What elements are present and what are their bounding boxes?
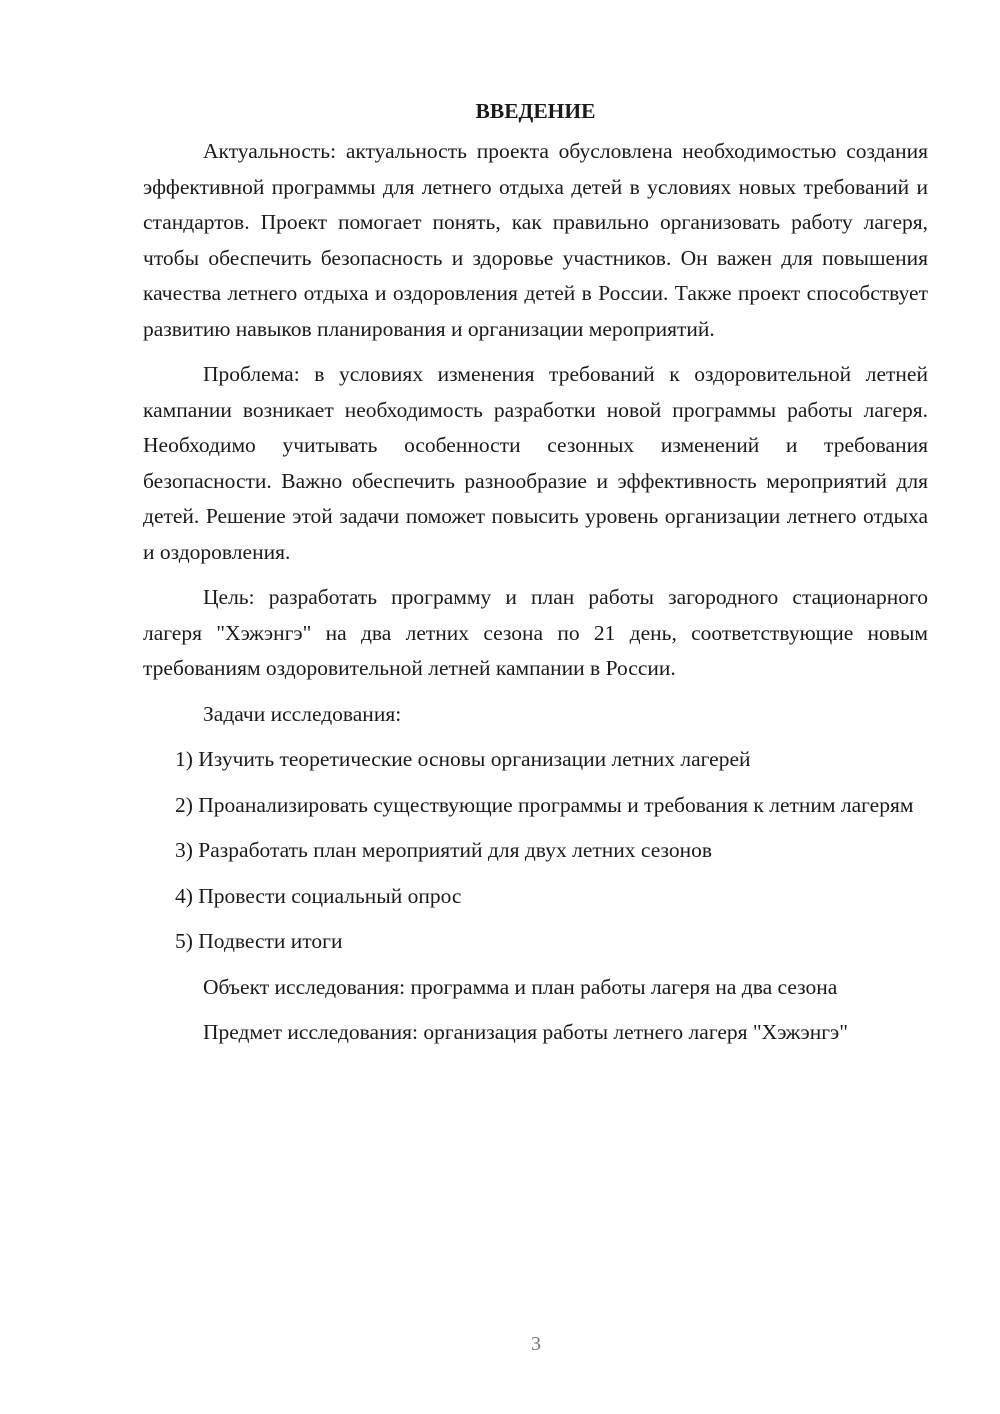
list-item: 4) Провести социальный опрос <box>175 883 462 908</box>
section-heading: ВВЕДЕНИЕ <box>475 99 596 123</box>
page-number: 3 <box>531 1333 541 1355</box>
paragraph-subject: Предмет исследования: организация работы летнего лагеря "Хэжэнгэ" <box>203 1020 849 1044</box>
tasks-list <box>143 742 928 960</box>
list-item: 2) Проанализировать существующие программы и требования к летним лагерям <box>175 792 914 817</box>
paragraph-goal: Цель: разработать программу и план работы загородного стационарного лагеря "Хэжэнгэ" на два летних сезона по 21 день, соответствующие новым требованиям оздоровительной летней кампании в России. <box>143 585 928 680</box>
paragraph-tasks-title: Задачи исследования: <box>203 701 402 726</box>
list-item: 3) Разработать план мероприятий для двух летних сезонов <box>175 838 713 862</box>
paragraph-problem: Проблема: в условиях изменения требований к оздоровительной летней кампании возникает необходимость разработки новой программы работы лагеря. Необходимо учитывать особенности сезонных изменений и требования безопасности. Важно обеспечить разнообразие и эффективность мероприятий для детей. Решение этой задачи поможет повысить уровень организации летнего отдыха и оздоровления. <box>143 362 928 564</box>
list-item: 1) Изучить теоретические основы организации летних лагерей <box>175 747 751 771</box>
paragraph-relevance: Актуальность: актуальность проекта обусловлена необходимостью создания эффективной программы для летнего отдыха детей в условиях новых требований и стандартов. Проект помогает понять, как правильно организовать работу лагеря, чтобы обеспечить безопасность и здоровье участников. Он важен для повышения качества летнего отдыха и оздоровления детей в России. Также проект способствует развитию навыков планирования и организации мероприятий. <box>143 139 928 341</box>
paragraph-object: Объект исследования: программа и план работы лагеря на два сезона <box>203 974 838 999</box>
list-item: 5) Подвести итоги <box>175 929 343 953</box>
document-page <box>143 94 928 1061</box>
